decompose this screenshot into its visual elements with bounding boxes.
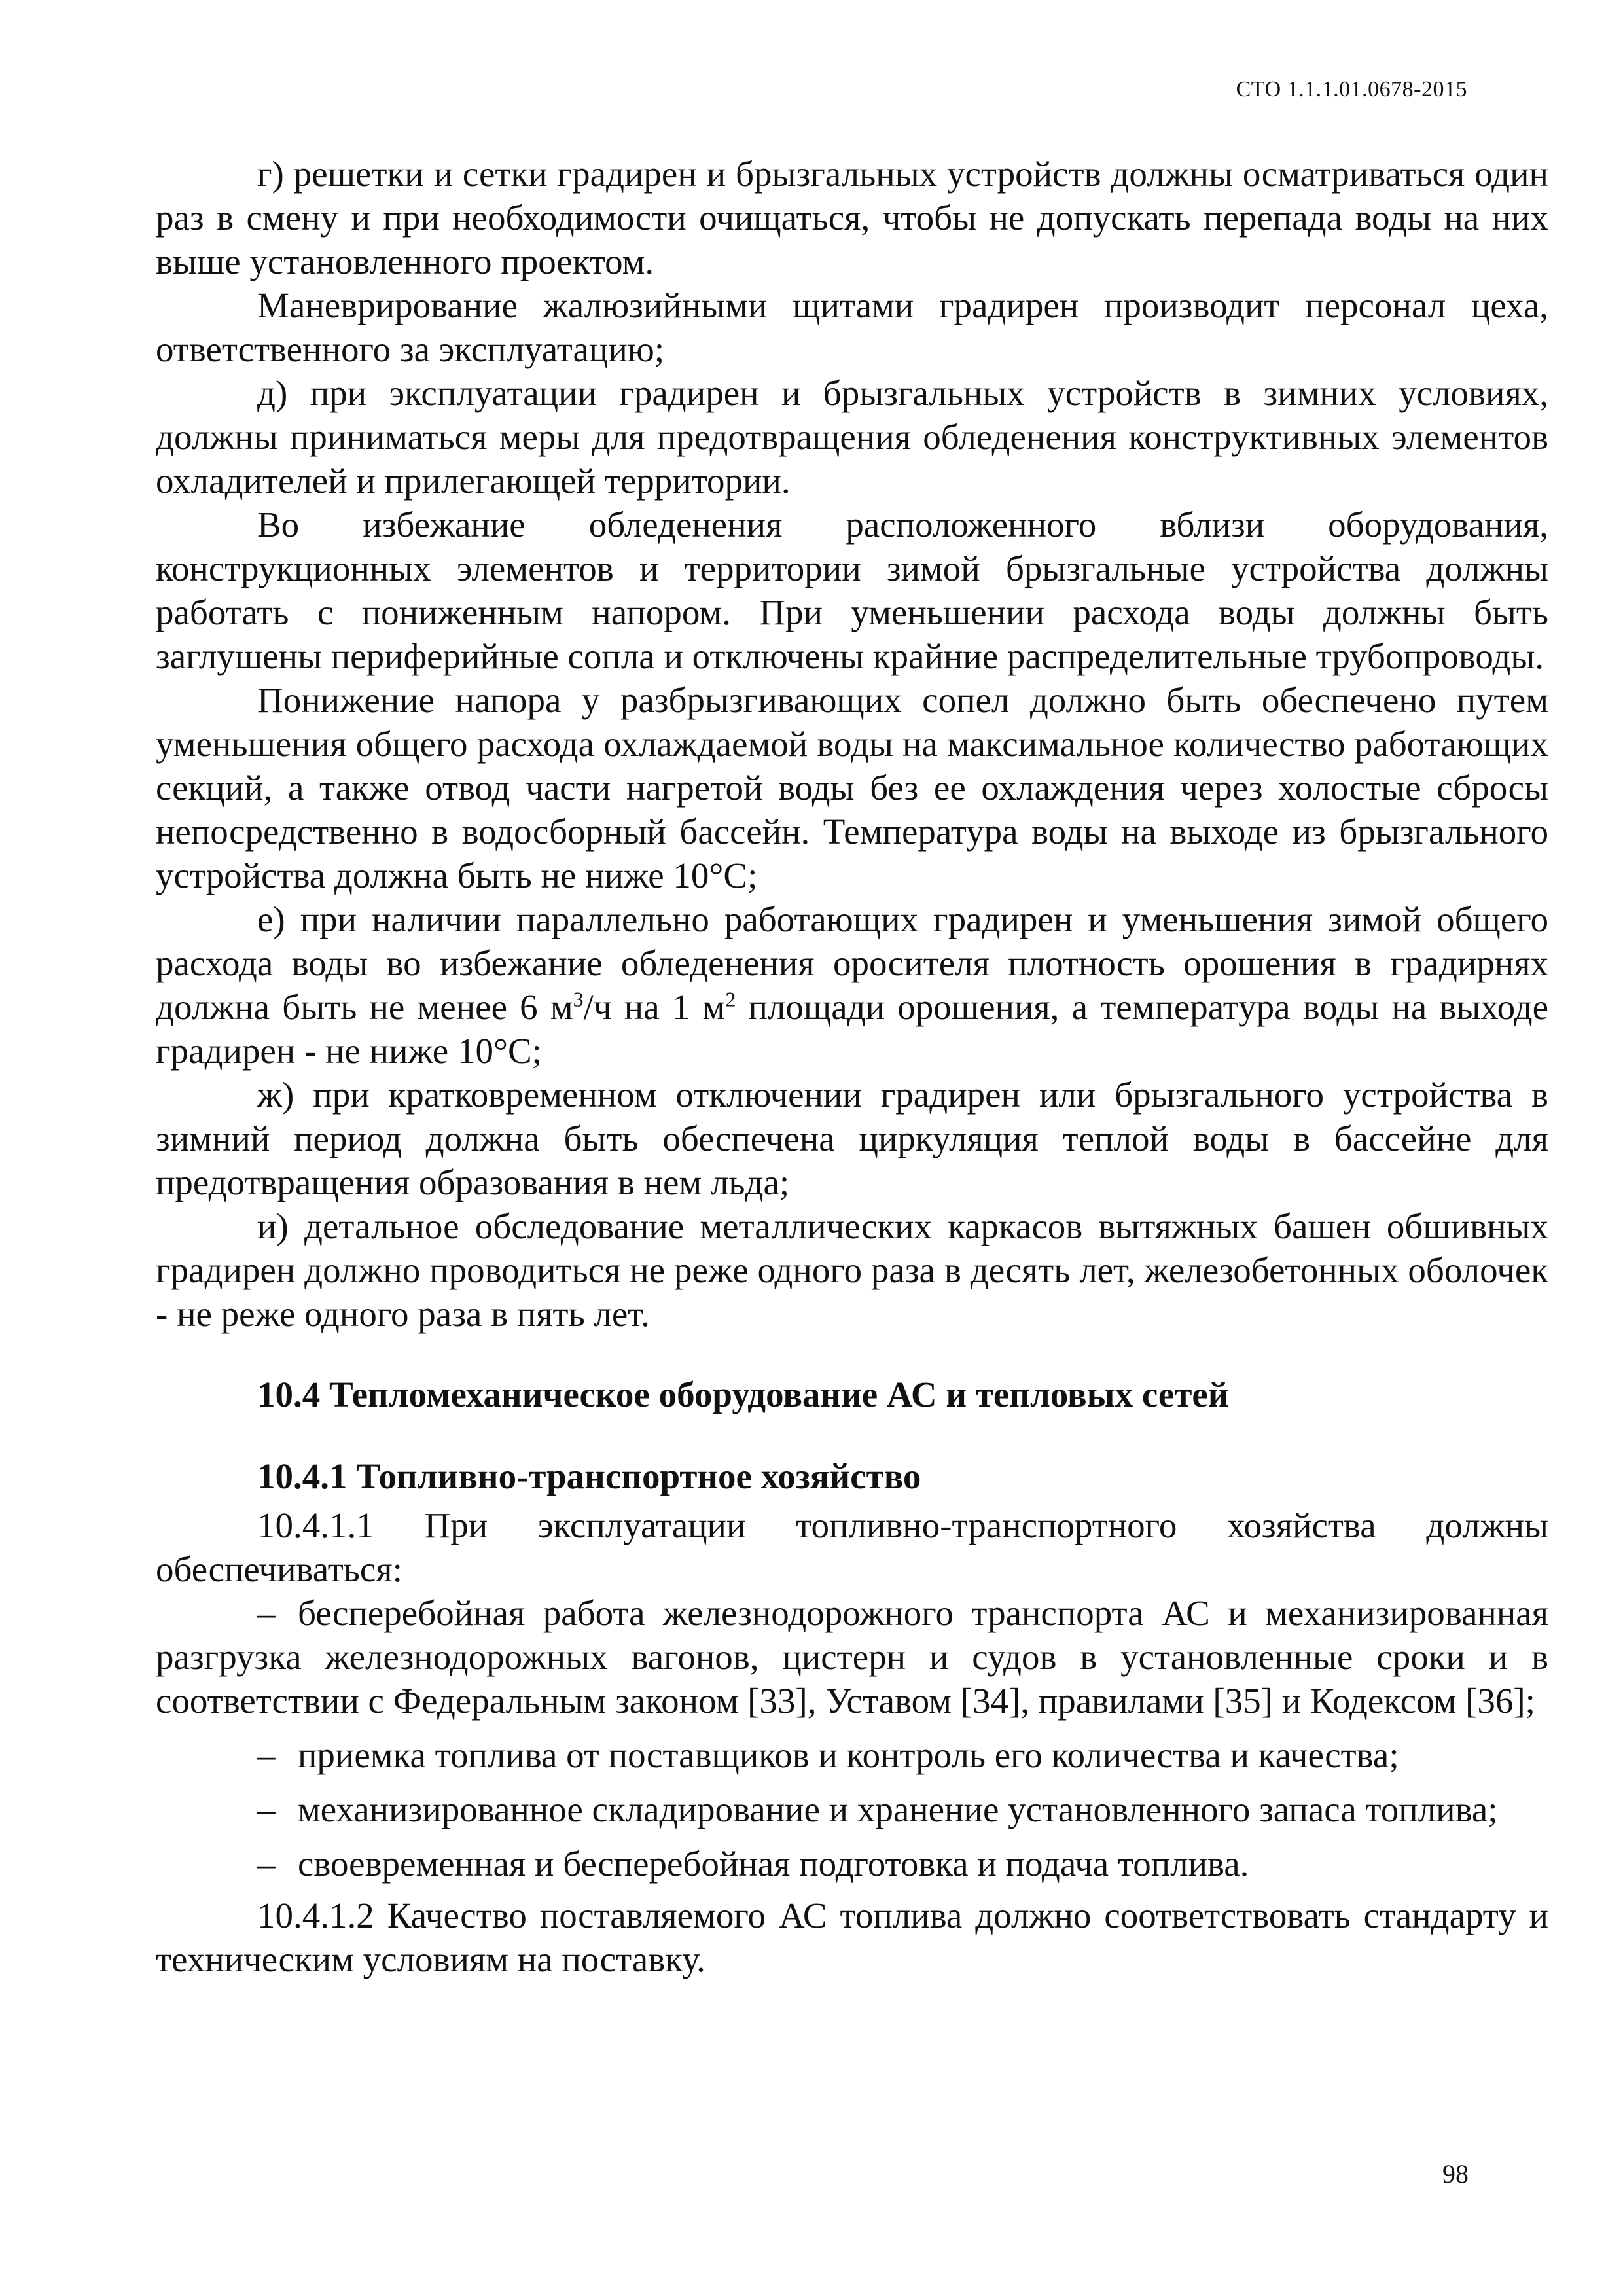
paragraph-g: г) решетки и сетки градирен и брызгальных устройств должны осматриваться один раз в смену и при необходимости очищаться, чтобы не допускать перепада воды на них выше установленного проектом. <box>156 154 1548 281</box>
list-item-text: механизированное складирование и хранение установленного запаса топлива; <box>298 1789 1498 1829</box>
list-item-text: приемка топлива от поставщиков и контроль его количества и качества; <box>298 1735 1399 1775</box>
paragraph-zh: ж) при кратковременном отключении градирен или брызгального устройства в зимний период должна быть обеспечена циркуляция теплой воды в бассейне для предотвращения образования в нем льда; <box>156 1075 1548 1202</box>
clause-10-4-1-2: 10.4.1.2 Качество поставляемого АС топлива должно соответствовать стандарту и техническим условиям на поставку. <box>156 1895 1548 1979</box>
paragraph-icing-prevention: Во избежание обледенения расположенного вблизи оборудования, конструкционных элементов и территории зимой брызгальные устройства должны работать с пониженным напором. При уменьшении расхода воды должны быть заглушены периферийные сопла и отключены крайние распределительные трубопроводы. <box>156 505 1548 676</box>
list-item <box>156 1842 1548 1886</box>
paragraph-e-part1: е) при наличии параллельно работающих градирен и уменьшения зимой общего расхода воды во избежание обледенения оросителя плотность орошения в градирнях должна быть не менее 6 м <box>156 899 1548 1027</box>
list-item <box>156 1787 1548 1831</box>
clause-10-4-1-1: 10.4.1.1 При эксплуатации топливно-транспортного хозяйства должны обеспечиваться: <box>156 1505 1548 1589</box>
list-item-text: своевременная и бесперебойная подготовка и подача топлива. <box>298 1844 1249 1884</box>
paragraph-d: д) при эксплуатации градирен и брызгальных устройств в зимних условиях, должны приниматься меры для предотвращения обледенения конструктивных элементов охладителей и прилегающей территории. <box>156 373 1548 501</box>
list-item <box>156 1591 1548 1723</box>
paragraph-e <box>156 897 1548 1073</box>
paragraph-i: и) детальное обследование металлических каркасов вытяжных башен обшивных градирен должно проводиться не реже одного раза в десять лет, железобетонных оболочек - не реже одного раза в пять лет. <box>156 1206 1548 1334</box>
dash-bullet: – <box>257 1789 276 1829</box>
paragraph-e-part2: /ч на 1 м <box>583 987 726 1027</box>
paragraph-pressure-reduction: Понижение напора у разбрызгивающих сопел должно быть обеспечено путем уменьшения общего расхода охлаждаемой воды на максимальное количество работающих секций, а также отвод части нагретой воды без ее охлаждения через холостые сбросы непосредственно в водосборный бассейн. Температура воды на выходе из брызгального устройства должна быть не ниже 10°С; <box>156 680 1548 895</box>
page-number: 98 <box>1442 2159 1469 2189</box>
list-item <box>156 1733 1548 1777</box>
list-item-text: бесперебойная работа железнодорожного транспорта АС и механизированная разгрузка железнодорожных вагонов, цистерн и судов в установленные сроки и в соответствии с Федеральным законом [33], Уставом [34], правилами [35] и Кодексом [36]; <box>156 1593 1548 1721</box>
dash-bullet: – <box>257 1593 276 1633</box>
dash-bullet: – <box>257 1735 276 1775</box>
paragraph-e-part3: площади орошения, а температура воды на выходе градирен - не ниже 10°С; <box>156 987 1548 1071</box>
dash-bullet: – <box>257 1844 276 1884</box>
document-code: СТО 1.1.1.01.0678-2015 <box>1236 77 1467 101</box>
superscript-2: 2 <box>725 987 736 1011</box>
subsection-heading-10-4-1: 10.4.1 Топливно-транспортное хозяйство <box>257 1456 921 1496</box>
page-body <box>156 152 1548 1981</box>
superscript-3: 3 <box>573 987 584 1011</box>
paragraph-louver-shields: Маневрирование жалюзийными щитами градирен производит персонал цеха, ответственного за эксплуатацию; <box>156 285 1548 369</box>
section-heading-10-4: 10.4 Тепломеханическое оборудование АС и тепловых сетей <box>257 1374 1229 1414</box>
